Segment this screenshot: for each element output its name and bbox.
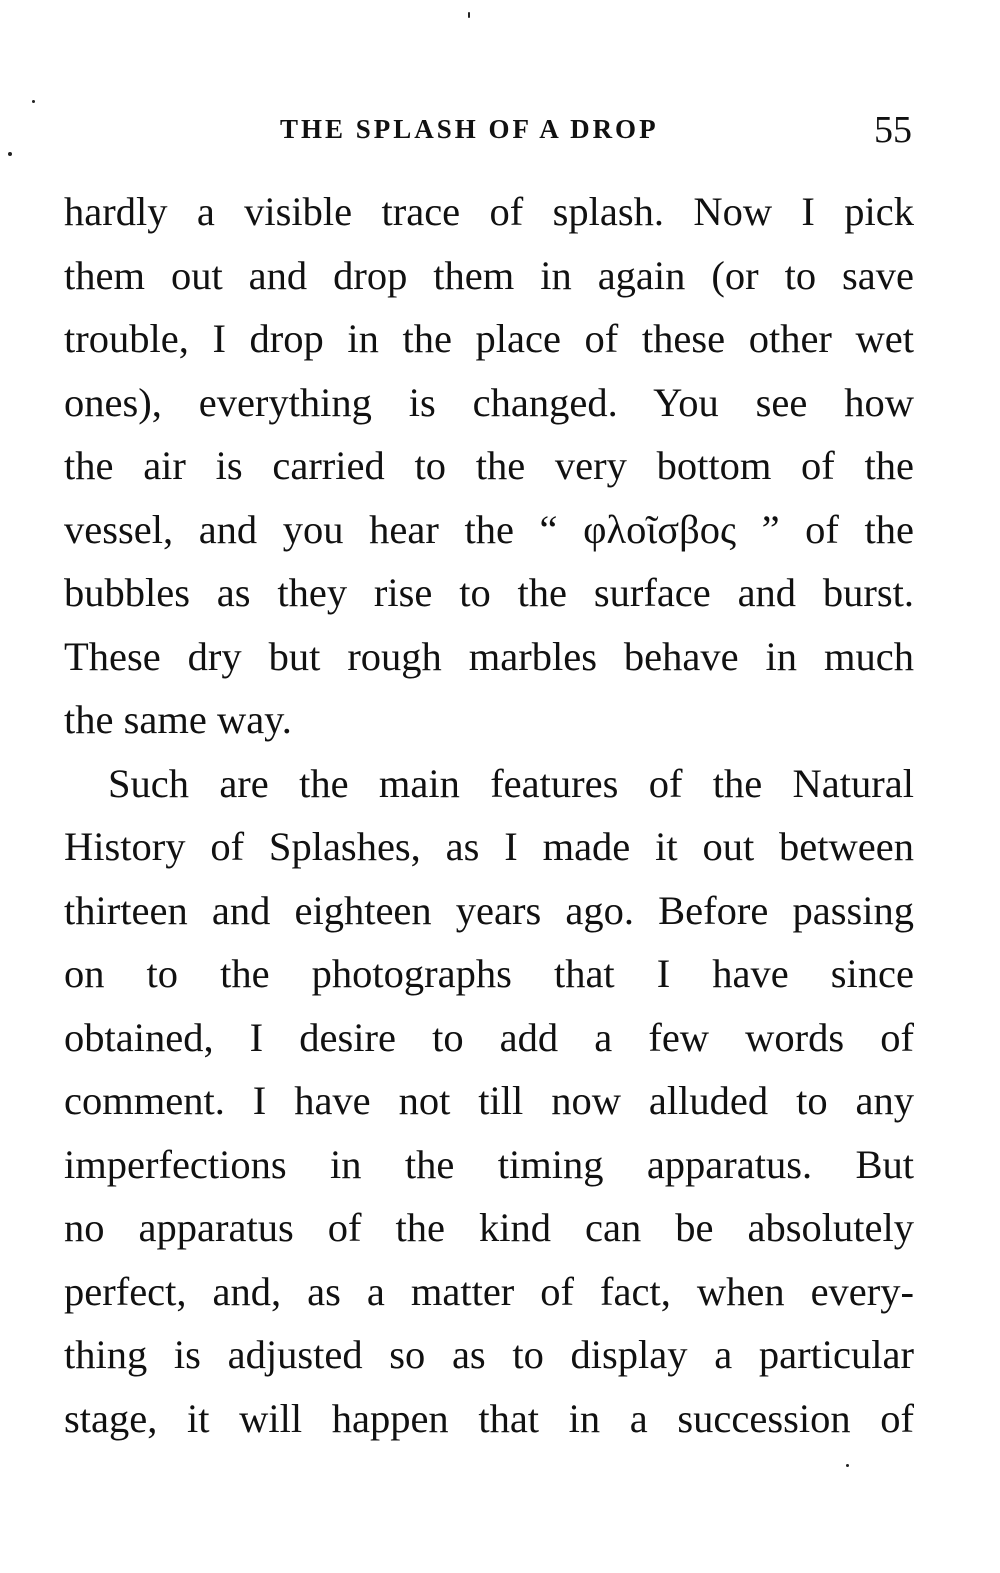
text-line-paragraph-start: Such are the main features of the Natural <box>108 760 914 806</box>
text-line: History of Splashes, as I made it out between <box>64 824 914 869</box>
page-number: 55 <box>874 109 912 151</box>
text-line: stage, it will happen that in a succession of <box>64 1395 914 1441</box>
text-line: the air is carried to the very bottom of the <box>64 443 914 488</box>
text-line: vessel, and you hear the “ φλοῖσβος ” of the <box>64 506 914 552</box>
print-speck <box>468 12 470 18</box>
text-line: no apparatus of the kind can be absolutely <box>64 1205 914 1250</box>
text-line: These dry but rough marbles behave in much <box>64 633 914 679</box>
text-line: comment. I have not till now alluded to any <box>64 1078 914 1123</box>
body-text <box>64 180 914 1450</box>
text-line: thirteen and eighteen years ago. Before passing <box>64 887 914 933</box>
text-line: on to the photographs that I have since <box>64 951 914 996</box>
text-line: ones), everything is changed. You see how <box>64 379 914 425</box>
print-speck <box>32 100 35 103</box>
text-line: hardly a visible trace of splash. Now I pick <box>64 189 914 234</box>
text-line: bubbles as they rise to the surface and burst. <box>64 570 914 615</box>
text-line: thing is adjusted so as to display a particular <box>64 1332 914 1377</box>
running-head <box>280 108 920 152</box>
text-line: trouble, I drop in the place of these other wet <box>64 316 914 361</box>
text-line: perfect, and, as a matter of fact, when every- <box>64 1268 914 1314</box>
running-head-title: THE SPLASH OF A DROP <box>280 114 659 144</box>
text-line: obtained, I desire to add a few words of <box>64 1014 914 1060</box>
text-line: imperfections in the timing apparatus. But <box>64 1141 914 1187</box>
print-speck <box>846 1464 849 1467</box>
print-speck <box>8 152 12 156</box>
text-line-paragraph-end: the same way. <box>64 697 292 742</box>
text-line: them out and drop them in again (or to save <box>64 252 914 298</box>
